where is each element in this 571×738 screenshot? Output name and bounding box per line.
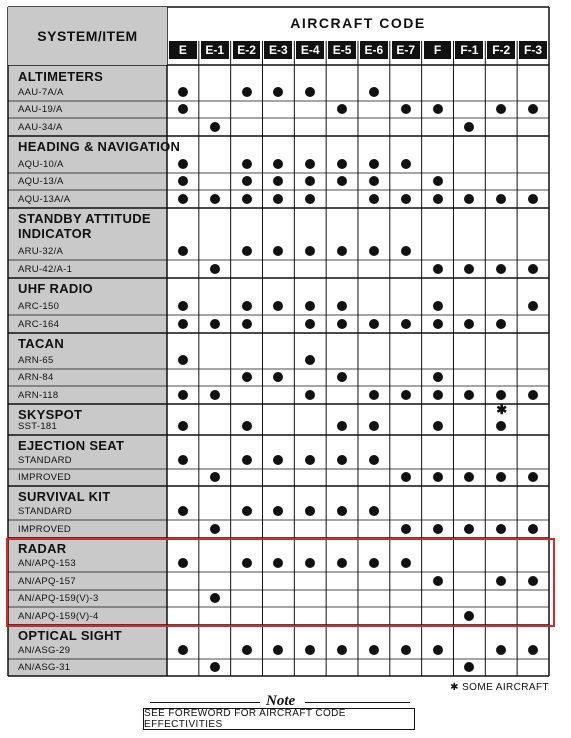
effectivity-dot — [528, 524, 538, 534]
effectivity-dot — [401, 194, 411, 204]
aircraft-code-e-7: E-7 — [392, 41, 420, 59]
item-label: ARU-32/A — [18, 246, 64, 257]
effectivity-dot — [433, 372, 443, 382]
item-label: AQU-13/A — [18, 176, 64, 187]
effectivity-dot — [242, 319, 252, 329]
effectivity-dot — [337, 506, 347, 516]
effectivity-dot — [178, 246, 188, 256]
effectivity-dot — [433, 645, 443, 655]
note-rule-left — [150, 702, 260, 703]
effectivity-dot — [242, 246, 252, 256]
effectivity-dot — [210, 122, 220, 132]
effectivity-dot — [178, 194, 188, 204]
effectivity-dot — [369, 159, 379, 169]
effectivity-dot — [401, 645, 411, 655]
group-title: EJECTION SEAT — [18, 438, 125, 453]
group-title: UHF RADIO — [18, 281, 93, 296]
group-title: HEADING & NAVIGATION — [18, 139, 181, 154]
effectivity-dot — [178, 455, 188, 465]
aircraft-code-f-2: F-2 — [487, 41, 515, 59]
item-label: AN/APQ-157 — [18, 576, 76, 587]
effectivity-dot — [369, 558, 379, 568]
effectivity-dot — [528, 472, 538, 482]
aircraft-code-e-4: E-4 — [296, 41, 324, 59]
note-title: Note — [266, 693, 296, 709]
effectivity-dot — [369, 176, 379, 186]
effectivity-dot — [210, 662, 220, 672]
item-label: AAU-7A/A — [18, 87, 64, 98]
effectivity-dot — [210, 390, 220, 400]
item-label: ARC-164 — [18, 319, 60, 330]
effectivity-dot — [433, 524, 443, 534]
effectivity-dot — [242, 194, 252, 204]
item-label: AQU-10/A — [18, 159, 64, 170]
effectivity-dot — [178, 355, 188, 365]
effectivity-dot — [178, 319, 188, 329]
effectivity-dot — [528, 194, 538, 204]
effectivity-dot — [401, 246, 411, 256]
item-label: SST-181 — [18, 421, 58, 432]
item-label: AN/APQ-159(V)-3 — [18, 593, 99, 604]
effectivity-dot — [242, 176, 252, 186]
note-rule-right — [305, 702, 410, 703]
effectivity-dot — [369, 246, 379, 256]
item-label: ARN-84 — [18, 372, 54, 383]
aircraft-code-f-1: F-1 — [455, 41, 483, 59]
effectivity-dot — [242, 558, 252, 568]
item-label: ARC-150 — [18, 301, 60, 312]
effectivity-dot — [433, 301, 443, 311]
effectivity-dot — [433, 576, 443, 586]
effectivity-dot — [401, 390, 411, 400]
effectivity-dot — [178, 421, 188, 431]
item-label: ARU-42/A-1 — [18, 264, 73, 275]
group-title: SURVIVAL KIT — [18, 489, 111, 504]
effectivity-dot — [242, 301, 252, 311]
effectivity-dot — [178, 87, 188, 97]
effectivity-dot — [337, 319, 347, 329]
effectivity-dot — [433, 104, 443, 114]
effectivity-dot — [337, 558, 347, 568]
aircraft-code-e-6: E-6 — [360, 41, 388, 59]
group-title: TACAN — [18, 336, 65, 351]
aircraft-code-f: F — [424, 41, 452, 59]
group-title: SKYSPOT — [18, 407, 83, 422]
effectivity-dot — [210, 472, 220, 482]
effectivity-dot — [401, 472, 411, 482]
item-label: ARN-65 — [18, 355, 54, 366]
note-text: SEE FOREWORD FOR AIRCRAFT CODE EFFECTIVITIES — [143, 708, 415, 730]
effectivity-dot — [210, 264, 220, 274]
effectivity-dot — [528, 645, 538, 655]
effectivity-dot — [369, 506, 379, 516]
item-label: AQU-13A/A — [18, 194, 71, 205]
group-title: RADAR — [18, 541, 67, 556]
effectivity-dot — [369, 645, 379, 655]
item-label: STANDARD — [18, 455, 72, 466]
effectivity-dot — [242, 421, 252, 431]
effectivity-dot — [528, 301, 538, 311]
effectivity-dot — [337, 159, 347, 169]
effectivity-dot — [433, 472, 443, 482]
effectivity-dot — [178, 104, 188, 114]
group-title: STANDBY ATTITUDE — [18, 211, 151, 226]
effectivity-dot — [337, 372, 347, 382]
effectivity-dot — [210, 524, 220, 534]
effectivity-dot — [337, 645, 347, 655]
item-label: ARN-118 — [18, 390, 59, 401]
effectivity-dot — [528, 104, 538, 114]
aircraft-code-e: E — [169, 41, 197, 59]
effectivity-dot — [178, 176, 188, 186]
effectivity-dot — [401, 159, 411, 169]
effectivity-dot — [369, 390, 379, 400]
effectivity-dot — [337, 246, 347, 256]
effectivity-dot — [369, 421, 379, 431]
effectivity-dot — [337, 301, 347, 311]
effectivity-dot — [369, 455, 379, 465]
effectivity-dot — [337, 421, 347, 431]
effectivity-dot — [337, 455, 347, 465]
effectivity-dot — [210, 194, 220, 204]
group-title: ALTIMETERS — [18, 69, 104, 84]
effectivity-dot — [401, 319, 411, 329]
effectivity-dot — [528, 576, 538, 586]
effectivity-dot — [528, 390, 538, 400]
effectivity-dot — [242, 506, 252, 516]
effectivity-dot — [178, 506, 188, 516]
effectivity-dot — [433, 421, 443, 431]
effectivity-dot — [433, 319, 443, 329]
effectivity-dot — [210, 593, 220, 603]
effectivity-dot — [242, 87, 252, 97]
effectivity-dot — [369, 319, 379, 329]
effectivity-dot — [401, 558, 411, 568]
effectivity-dot — [178, 159, 188, 169]
effectivity-dot — [433, 390, 443, 400]
aircraft-code-e-5: E-5 — [328, 41, 356, 59]
effectivity-dot — [433, 176, 443, 186]
group-title: OPTICAL SIGHT — [18, 628, 123, 643]
effectivity-dot — [433, 194, 443, 204]
effectivity-dot — [210, 319, 220, 329]
effectivity-dot — [433, 264, 443, 274]
item-label: AN/APQ-159(V)-4 — [18, 611, 99, 622]
effectivity-dot — [178, 645, 188, 655]
aircraft-code-e-1: E-1 — [201, 41, 229, 59]
effectivity-dot — [369, 194, 379, 204]
effectivity-dot — [337, 176, 347, 186]
effectivity-dot — [369, 87, 379, 97]
effectivity-dot — [178, 301, 188, 311]
item-label: STANDARD — [18, 506, 72, 517]
some-aircraft-footnote: ✱ SOME AIRCRAFT — [450, 682, 549, 693]
effectivity-dot — [178, 390, 188, 400]
item-label: AN/APQ-153 — [18, 558, 76, 569]
some-aircraft-asterisk-icon: ✱ — [496, 402, 508, 417]
aircraft-code-e-2: E-2 — [233, 41, 261, 59]
effectivity-dot — [528, 264, 538, 274]
effectivity-dot — [242, 455, 252, 465]
effectivity-dot — [242, 645, 252, 655]
effectivity-dot — [178, 558, 188, 568]
effectivity-dot — [242, 372, 252, 382]
effectivity-dot — [337, 104, 347, 114]
aircraft-code-e-3: E-3 — [264, 41, 292, 59]
effectivity-dot — [401, 104, 411, 114]
item-label: AAU-19/A — [18, 104, 63, 115]
item-label: IMPROVED — [18, 472, 72, 483]
system-item-header: SYSTEM/ITEM — [8, 7, 167, 65]
group-title: INDICATOR — [18, 226, 92, 241]
aircraft-code-header: AIRCRAFT CODE — [290, 15, 426, 31]
item-label: IMPROVED — [18, 524, 72, 535]
aircraft-code-f-3: F-3 — [519, 41, 547, 59]
item-label: AN/ASG-29 — [18, 645, 71, 656]
effectivity-dot — [401, 524, 411, 534]
effectivity-dot — [242, 159, 252, 169]
item-label: AN/ASG-31 — [18, 662, 71, 673]
item-label: AAU-34/A — [18, 122, 63, 133]
